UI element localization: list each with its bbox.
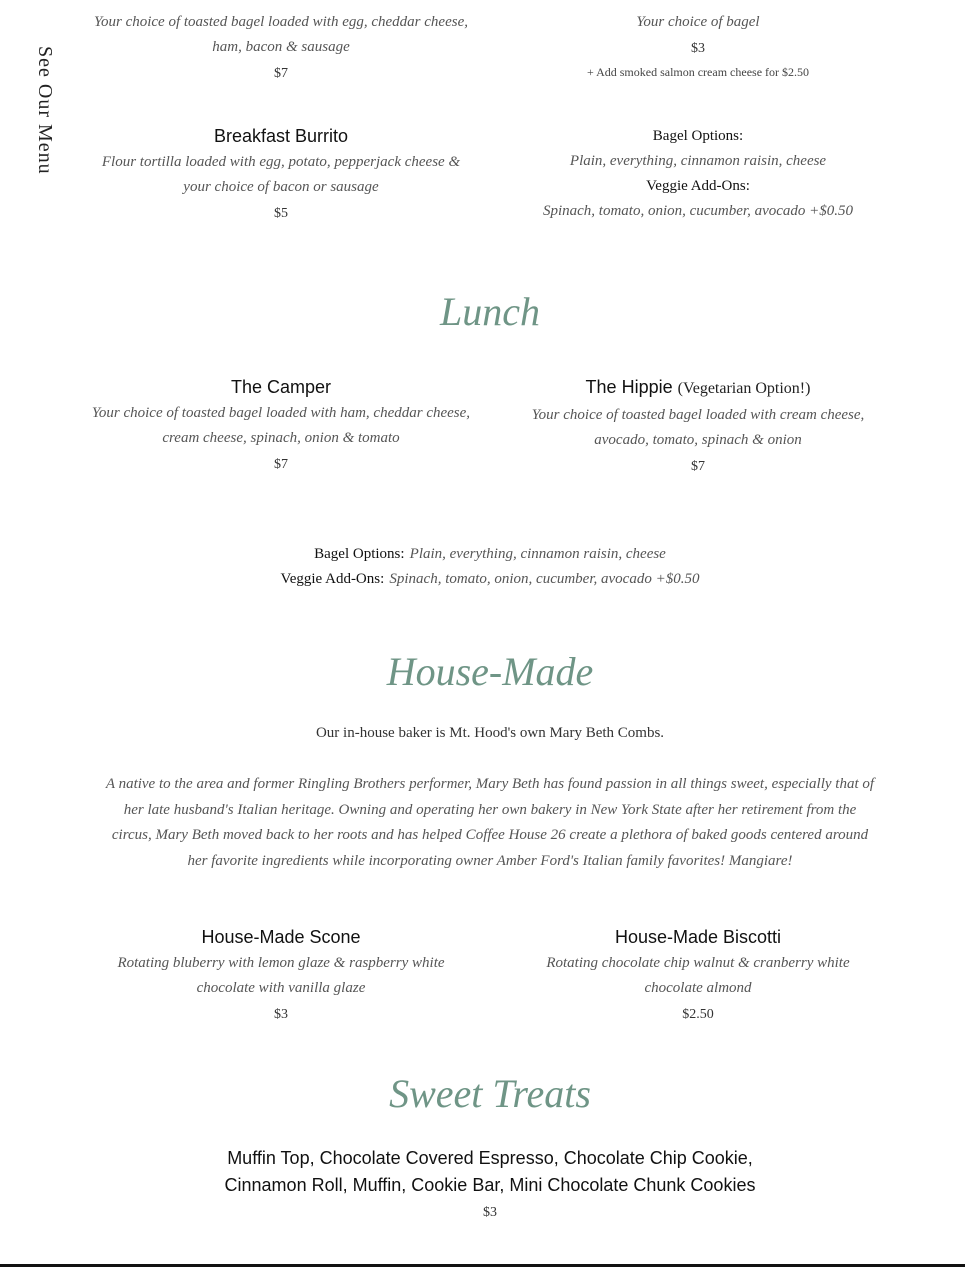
item-addon-note: + Add smoked salmon cream cheese for $2.50 — [586, 65, 810, 79]
item-title-name: The Hippie — [585, 377, 673, 397]
veggie-addons-values: Spinach, tomato, onion, cucumber, avocado +$0.50 — [542, 203, 854, 219]
lunch-veggie-addons-line — [90, 567, 890, 592]
item-price: $7 — [274, 457, 288, 472]
veggie-addons-values: Spinach, tomato, onion, cucumber, avocado +$0.50 — [389, 571, 700, 587]
sweet-treats-item — [200, 1145, 780, 1224]
item-description: Your choice of toasted bagel loaded with egg, cheddar cheese, ham, bacon & sausage — [94, 14, 468, 55]
item-price: $3 — [274, 1007, 288, 1022]
item-price: $7 — [691, 459, 705, 474]
item-description: Rotating chocolate chip walnut & cranberry white chocolate almond — [546, 955, 850, 996]
house-made-section-title: House-Made — [386, 649, 594, 694]
item-description: Rotating bluberry with lemon glaze & raspberry white chocolate with vanilla glaze — [117, 955, 445, 996]
breakfast-item-top-right — [510, 8, 886, 82]
item-title: House-Made Biscotti — [614, 927, 782, 947]
lunch-bagel-options-line — [90, 542, 890, 567]
breakfast-options — [510, 124, 886, 224]
veggie-addons-heading: Veggie Add-Ons: — [280, 571, 385, 587]
item-title: House-Made Scone — [201, 927, 361, 947]
baker-intro: Our in-house baker is Mt. Hood's own Mary Beth Combs. — [315, 725, 665, 741]
item-price: $5 — [274, 206, 288, 221]
item-description: Your choice of toasted bagel loaded with cream cheese, avocado, tomato, spinach & onion — [531, 407, 865, 448]
lunch-options — [90, 542, 890, 592]
breakfast-item-top-left — [90, 8, 472, 85]
item-price: $3 — [483, 1205, 497, 1220]
bagel-options-heading: Bagel Options: — [652, 128, 744, 144]
vegetarian-note: (Vegetarian Option!) — [677, 380, 811, 397]
the-camper-item — [90, 375, 472, 476]
item-description: Your choice of bagel — [636, 14, 760, 30]
item-price: $7 — [274, 66, 288, 81]
item-description: Flour tortilla loaded with egg, potato, pepperjack cheese & your choice of bacon or sausage — [101, 154, 461, 195]
lunch-section-title: Lunch — [440, 289, 540, 334]
bagel-options-values: Plain, everything, cinnamon raisin, cheese — [569, 153, 827, 169]
sweet-treats-list: Muffin Top, Chocolate Covered Espresso, Chocolate Chip Cookie, Cinnamon Roll, Muffin, Cookie Bar, Mini Chocolate Chunk Cookies — [224, 1148, 756, 1195]
item-price: $2.50 — [682, 1007, 714, 1022]
item-price: $3 — [691, 41, 705, 56]
house-made-scone-item — [90, 925, 472, 1026]
baker-bio: A native to the area and former Ringling Brothers performer, Mary Beth has found passion in all things sweet, especially that of her late husband's Italian heritage. Owning and operating her own bakery in New York State after her retirement from the circus, Mary Beth moved back to her roots and has helped Coffee House 26 create a plethora of baked goods centered around her favorite ingredients while incorporating owner Amber Ford's Italian family favorites! Mangiare! — [105, 776, 875, 869]
veggie-addons-heading: Veggie Add-Ons: — [646, 178, 750, 194]
see-our-menu-tab[interactable]: See Our Menu — [34, 46, 56, 175]
house-made-biscotti-item — [520, 925, 876, 1026]
bottom-divider — [0, 1264, 965, 1267]
item-title: The Camper — [230, 377, 332, 397]
item-description: Your choice of toasted bagel loaded with ham, cheddar cheese, cream cheese, spinach, onion & tomato — [91, 405, 471, 446]
item-title — [510, 375, 886, 401]
bagel-options-heading: Bagel Options: — [314, 546, 405, 562]
bagel-options-values: Plain, everything, cinnamon raisin, cheese — [409, 546, 666, 562]
breakfast-burrito-item — [90, 124, 472, 225]
sweet-treats-section-title: Sweet Treats — [389, 1071, 591, 1116]
the-hippie-item — [510, 375, 886, 478]
item-title: Breakfast Burrito — [213, 126, 349, 146]
